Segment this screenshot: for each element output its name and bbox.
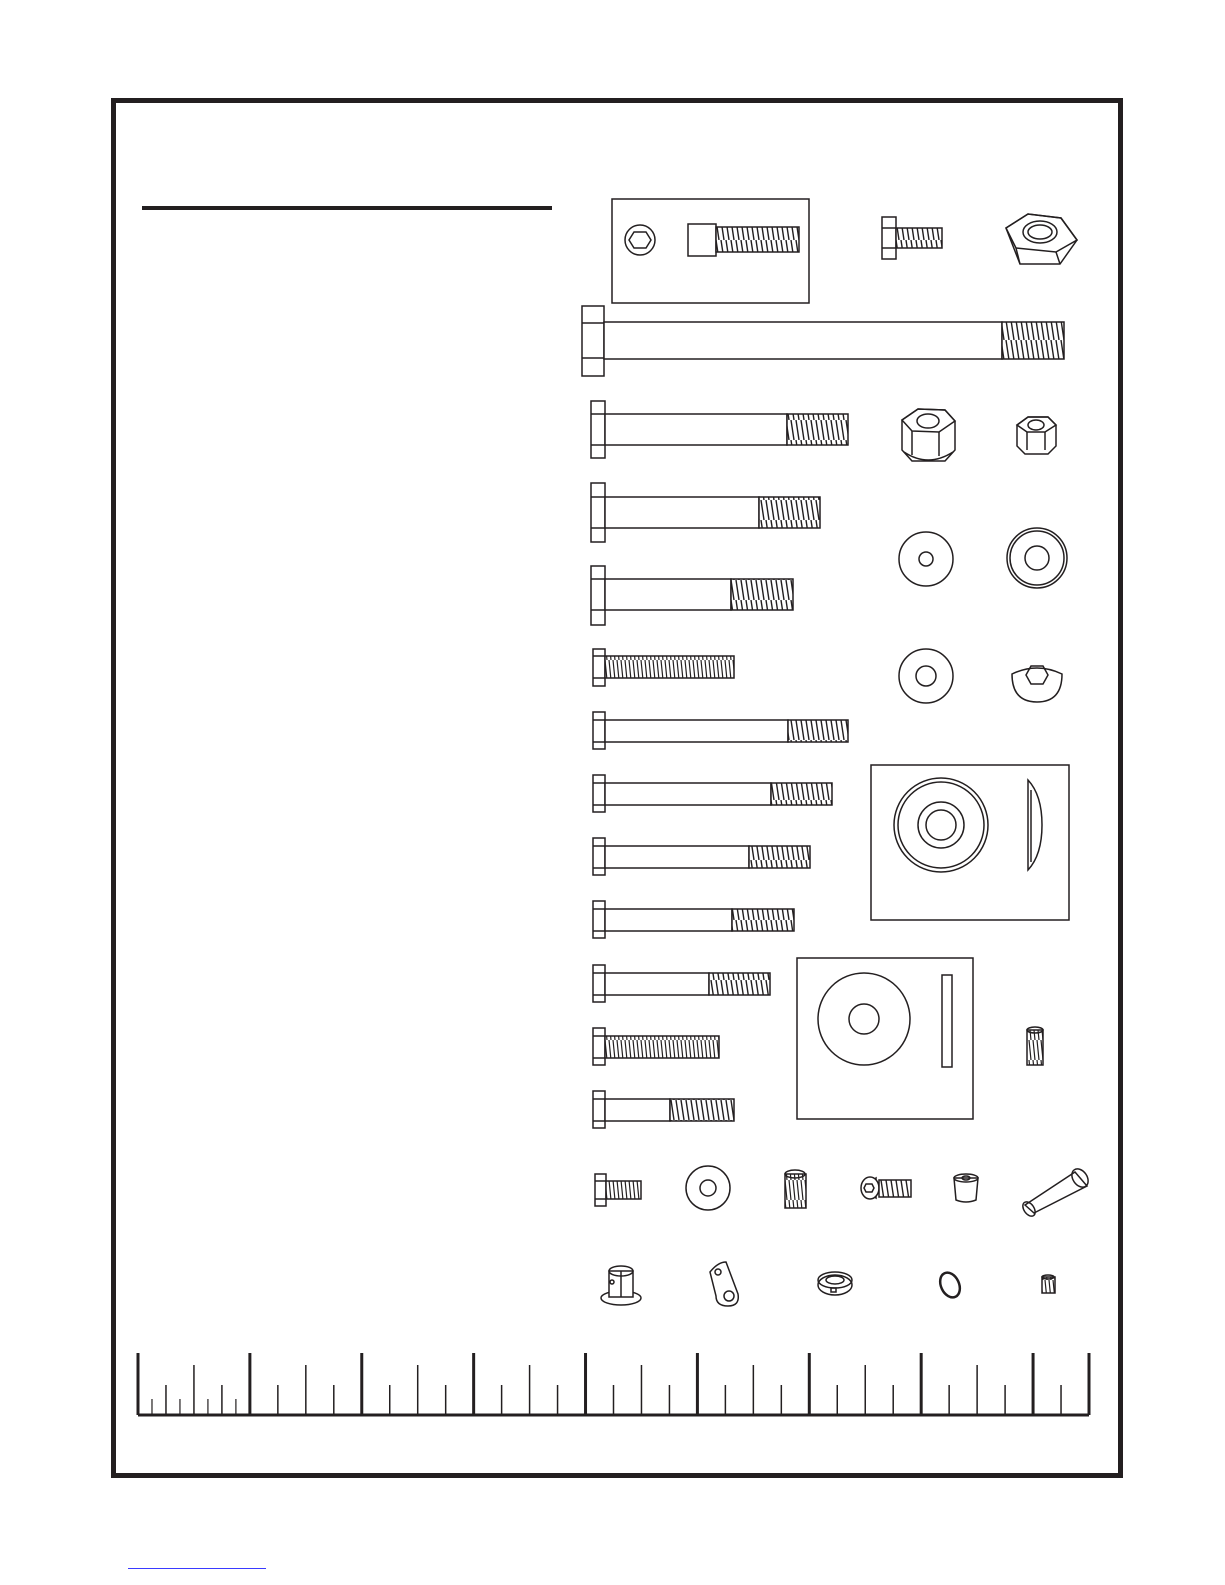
footer-link[interactable] (128, 1568, 266, 1569)
ruler-ticks (138, 1353, 1089, 1415)
